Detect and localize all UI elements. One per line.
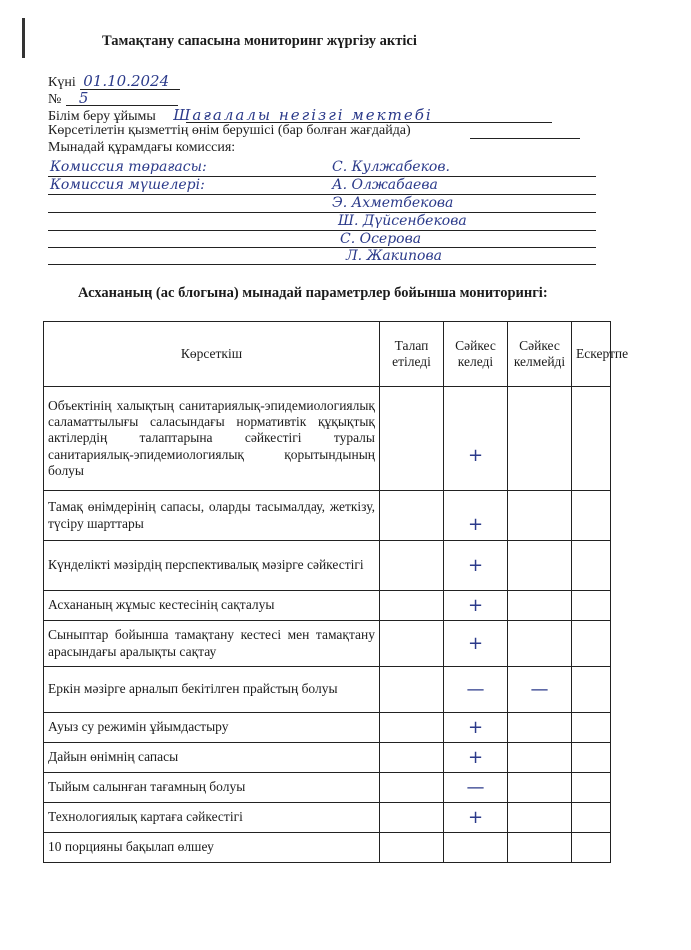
indicator-cell: Тамақ өнімдерінің сапасы, оларды тасымалдау, жеткізу, түсіру шарттары: [44, 491, 380, 541]
required-cell: [380, 713, 444, 743]
note-cell: [572, 773, 611, 803]
table-row: [44, 591, 611, 621]
commission-role-members: Комиссия мүшелері:: [50, 177, 205, 193]
commission-line-3: [48, 212, 596, 213]
header-compliant: Сәйкес келеді: [444, 322, 508, 387]
table-row: [44, 773, 611, 803]
provider-line: [48, 123, 411, 139]
table-row: [44, 621, 611, 667]
commission-name-member-1: А. Олжабаева: [332, 177, 438, 193]
required-cell: [380, 591, 444, 621]
document-title: Тамақтану сапасына мониторинг жүргізу актісі: [102, 33, 417, 49]
monitoring-table: [43, 321, 629, 863]
note-cell: [572, 667, 611, 713]
indicator-cell: Ауыз су режимін ұйымдастыру: [44, 713, 380, 743]
table-row: [44, 387, 611, 491]
indicator-cell: Объектінің халықтың санитариялық-эпидемиологиялық саламаттылығы саласындағы нормативтік құқықтық актілердің талаптарына сәйкестігі туралы санитариялық-эпидемиологиялық қорытындының болуы: [44, 387, 380, 491]
indicator-cell: Сыныптар бойынша тамақтану кестесі мен тамақтану арасындағы аралықты сақтау: [44, 621, 380, 667]
note-cell: [572, 541, 611, 591]
required-cell: [380, 491, 444, 541]
header-noncompliant: Сәйкес келмейді: [508, 322, 572, 387]
compliant-cell: +: [444, 541, 508, 591]
commission-role-chair: Комиссия төрағасы:: [50, 159, 207, 175]
compliant-cell: —: [444, 667, 508, 713]
table-row: [44, 667, 611, 713]
header-required: Талап етіледі: [380, 322, 444, 387]
noncompliant-cell: [508, 833, 572, 863]
noncompliant-cell: [508, 387, 572, 491]
required-cell: [380, 667, 444, 713]
school-value: Шағалалы негізгі мектебі: [173, 106, 433, 124]
required-cell: [380, 541, 444, 591]
indicator-cell: Күнделікті мәзірдің перспективалық мәзірге сәйкестігі: [44, 541, 380, 591]
commission-line-6: [48, 264, 596, 265]
commission-line-2: [48, 194, 596, 195]
commission-name-member-2: Э. Ахметбекова: [332, 195, 454, 211]
commission-line-4: [48, 230, 596, 231]
provider-label: Көрсетілетін қызметтің өнім берушісі (бар болған жағдайда): [48, 123, 411, 138]
required-cell: [380, 743, 444, 773]
compliant-cell: +: [444, 387, 508, 491]
header-note: Ескертпе: [572, 322, 611, 387]
note-cell: [572, 621, 611, 667]
date-value: 01.10.2024: [83, 72, 170, 90]
indicator-cell: Асхананың жұмыс кестесінің сақталуы: [44, 591, 380, 621]
date-label: Күні: [48, 75, 76, 90]
note-cell: [572, 743, 611, 773]
commission-line-5: [48, 247, 596, 248]
indicator-cell: 10 порцияны бақылап өлшеу: [44, 833, 380, 863]
commission-label: Мынадай құрамдағы комиссия:: [48, 140, 236, 155]
provider-underline: [470, 138, 580, 139]
table-row: [44, 491, 611, 541]
note-cell: [572, 491, 611, 541]
indicator-cell: Дайын өнімнің сапасы: [44, 743, 380, 773]
commission-name-member-3: Ш. Дүйсенбекова: [338, 213, 467, 229]
required-cell: [380, 833, 444, 863]
number-label: №: [48, 92, 62, 107]
compliant-cell: +: [444, 591, 508, 621]
indicator-cell: Технологиялық картаға сәйкестігі: [44, 803, 380, 833]
required-cell: [380, 773, 444, 803]
scan-edge-mark: [22, 18, 25, 58]
noncompliant-cell: [508, 743, 572, 773]
required-cell: [380, 387, 444, 491]
compliant-cell: +: [444, 743, 508, 773]
compliant-cell: +: [444, 491, 508, 541]
commission-name-chair: С. Кулжабеков.: [332, 159, 450, 175]
compliant-cell: +: [444, 713, 508, 743]
noncompliant-cell: [508, 773, 572, 803]
header-indicator: Көрсеткіш: [44, 322, 380, 387]
number-value: 5: [78, 89, 89, 107]
monitoring-subtitle: Асхананың (ас блогына) мынадай параметрлер бойынша мониторингі:: [78, 285, 548, 301]
table-row: [44, 743, 611, 773]
table-header-row: [44, 322, 611, 387]
noncompliant-cell: [508, 713, 572, 743]
required-cell: [380, 621, 444, 667]
table-row: [44, 541, 611, 591]
date-underline: [80, 89, 180, 90]
note-cell: [572, 387, 611, 491]
noncompliant-cell: [508, 621, 572, 667]
compliant-cell: +: [444, 803, 508, 833]
commission-name-member-5: Л. Жакипова: [346, 248, 442, 264]
table-row: [44, 833, 611, 863]
noncompliant-cell: [508, 541, 572, 591]
school-label: Білім беру ұйымы: [48, 109, 156, 124]
required-cell: [380, 803, 444, 833]
note-cell: [572, 833, 611, 863]
table-row: [44, 803, 611, 833]
noncompliant-cell: [508, 803, 572, 833]
noncompliant-cell: —: [508, 667, 572, 713]
note-cell: [572, 803, 611, 833]
noncompliant-cell: [508, 491, 572, 541]
commission-name-member-4: С. Осерова: [340, 231, 422, 247]
table-row: [44, 713, 611, 743]
compliant-cell: +: [444, 621, 508, 667]
note-cell: [572, 591, 611, 621]
compliant-cell: —: [444, 773, 508, 803]
indicator-cell: Еркін мәзірге арналып бекітілген прайстың болуы: [44, 667, 380, 713]
compliant-cell: [444, 833, 508, 863]
indicator-cell: Тыйым салынған тағамның болуы: [44, 773, 380, 803]
note-cell: [572, 713, 611, 743]
noncompliant-cell: [508, 591, 572, 621]
